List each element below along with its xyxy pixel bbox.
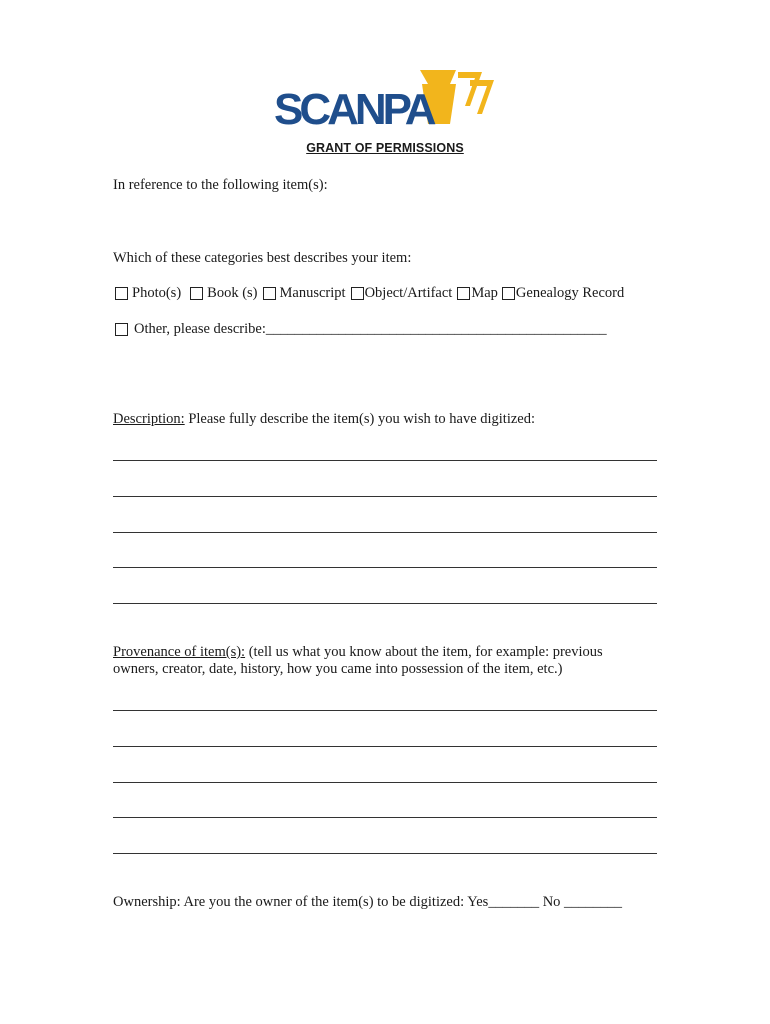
category-book[interactable] (190, 285, 257, 302)
provenance-heading: Provenance of item(s): (113, 644, 246, 660)
description-line-4[interactable] (113, 567, 657, 568)
checkbox[interactable] (351, 287, 364, 300)
category-map[interactable] (457, 285, 498, 302)
description-prompt (113, 411, 535, 428)
provenance-line-5[interactable] (113, 853, 657, 854)
description-line-1[interactable] (113, 460, 657, 461)
provenance-prompt-line-1 (113, 644, 603, 661)
ownership-question: Ownership: Are you the owner of the item(s) to be digitized: Yes_______ No ________ (113, 894, 623, 910)
provenance-line-3[interactable] (113, 782, 657, 783)
category-label: Book (s) (207, 285, 258, 301)
description-line-5[interactable] (113, 603, 657, 604)
checkbox[interactable] (115, 323, 128, 336)
category-options (113, 285, 624, 302)
provenance-line-4[interactable] (113, 817, 657, 818)
description-line-2[interactable] (113, 496, 657, 497)
logo-text: SCANPA (274, 85, 433, 128)
seven-icon-2 (470, 80, 494, 114)
provenance-line-1[interactable] (113, 710, 657, 711)
description-text: Please fully describe the item(s) you wish to have digitized: (184, 411, 536, 427)
provenance-prompt-line-2: owners, creator, date, history, how you came into possession of the item, etc.) (113, 661, 563, 677)
category-manuscript[interactable] (263, 285, 346, 302)
provenance-line-2[interactable] (113, 746, 657, 747)
checkbox[interactable] (502, 287, 515, 300)
category-genealogy-record[interactable] (502, 285, 624, 302)
checkbox[interactable] (190, 287, 203, 300)
category-object-artifact[interactable] (351, 285, 453, 302)
scanpa-logo (272, 66, 498, 128)
checkbox[interactable] (457, 287, 470, 300)
category-label: Object/Artifact (364, 285, 453, 301)
categories-question: Which of these categories best describes your item: (113, 250, 412, 266)
seven-icon (458, 72, 482, 106)
checkbox[interactable] (263, 287, 276, 300)
category-label: Photo(s) (132, 285, 182, 301)
category-label: Map (471, 285, 498, 301)
checkbox[interactable] (115, 287, 128, 300)
category-photos[interactable] (113, 285, 181, 302)
page-title: GRANT OF PERMISSIONS (306, 141, 464, 155)
other-label: Other, please describe: (134, 321, 266, 337)
other-blank[interactable]: _______________________________________________ (265, 321, 607, 337)
provenance-text-1: (tell us what you know about the item, for example: previous (245, 644, 603, 660)
category-label: Genealogy Record (515, 285, 625, 301)
reference-label: In reference to the following item(s): (113, 177, 328, 193)
category-other[interactable] (113, 321, 607, 338)
description-line-3[interactable] (113, 532, 657, 533)
category-label: Manuscript (279, 285, 346, 301)
description-heading: Description: (113, 411, 185, 427)
